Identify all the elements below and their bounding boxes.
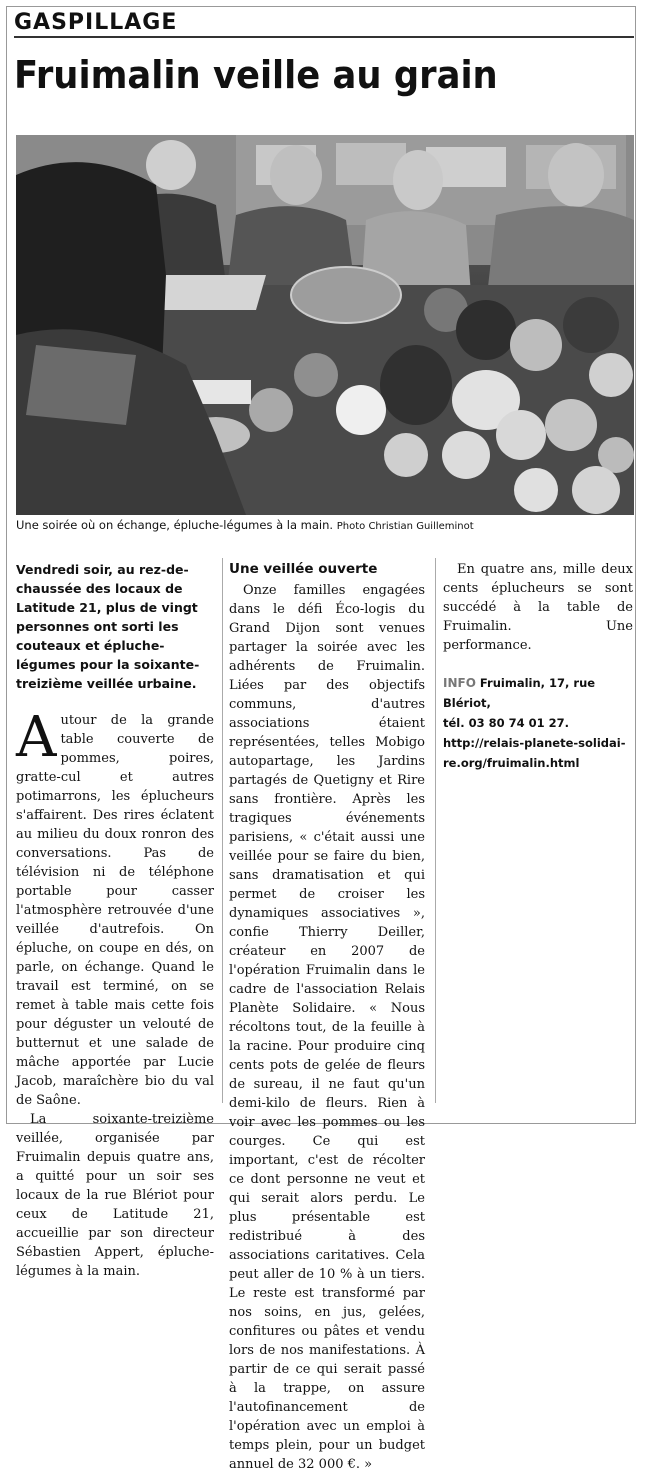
- article-lead: Vendredi soir, au rez-de-chaussée des locaux de Latitude 21, plus de vingt personnes ont sorti les couteaux et épluche-légumes pour la soixante-treizième veillée urbaine.: [16, 562, 200, 691]
- section-rubric: [14, 10, 634, 38]
- column-divider: [222, 558, 223, 1103]
- paragraph-text: utour de la grande table couverte de pommes, poires, gratte-cul et autres potimarrons, les éplucheurs s'affairent. Des rires éclatent au milieu du doux ronron des conversations. Pas de télévision ni de téléphone portable pour casser l'atmosphère retrouvée d'une veillée d'autrefois. On épluche, on coupe en dés, on parle, on échange. Quand le travail est terminé, on se remet à table mais cette fois pour déguster un velouté de butternut et une salade de mâche apportée par Lucie Jacob, maraîchère bio du val de Saône.: [16, 713, 214, 1108]
- caption-text: Une soirée où on échange, épluche-légumes à la main.: [16, 518, 334, 532]
- info-url-line-2: re.org/fruimalin.html: [443, 756, 580, 770]
- headline: Fruimalin veille au grain: [14, 53, 498, 97]
- info-address: Fruimalin, 17, rue Blériot,: [443, 676, 596, 710]
- article-column-1: [16, 560, 214, 1279]
- column-divider: [435, 558, 436, 1103]
- info-url-line-1: http://relais-planete-solidai-: [443, 736, 626, 750]
- article-paragraph: La soixante-treizième veillée, organisée par Fruimalin depuis quatre ans, a quitté pour un soir ses locaux de la rue Blériot pour ceux de Latitude 21, accueillie par son directeur Sébastien Appert, épluche-légumes à la main.: [16, 1112, 214, 1279]
- drop-cap: A: [16, 705, 57, 770]
- info-phone: tél. 03 80 74 01 27.: [443, 716, 570, 730]
- article-column-2: [229, 560, 425, 1472]
- article-paragraph: [16, 705, 214, 1110]
- article-paragraph: En quatre ans, mille deux cents éplucheurs se sont succédé à la table de Fruimalin. Une performance.: [443, 562, 633, 653]
- info-tag: INFO: [443, 676, 476, 690]
- article-photo: [16, 135, 634, 515]
- photo-caption: [16, 518, 634, 538]
- rubric-label: GASPILLAGE: [14, 10, 178, 35]
- photo-illustration: [16, 135, 634, 515]
- article-column-3: [443, 560, 633, 773]
- article-paragraph: Onze familles engagées dans le défi Éco-logis du Grand Dijon sont venues partager la soirée avec les adhérents de Fruimalin. Liées par des objectifs communs, d'autres associations étaient représentées, telles Mobigo autopartage, les Jardins partagés de Quetigny et Rire sans frontière. Après les tragiques événements parisiens, « c'était aussi une veillée pour se faire du bien, sans dramatisation et qui permet de croiser les dynamiques associatives », confie Thierry Deiller, créateur en 2007 de l'opération Fruimalin dans le cadre de l'association Relais Planète Solidaire. « Nous récoltons tout, de la feuille à la racine. Pour produire cinq cents pots de gelée de fleurs de sureau, il ne faut qu'un demi-kilo de fleurs. Rien à voir avec les pommes ou les courges. Ce qui est important, c'est de récolter ce dont personne ne veut et qui serait alors perdu. Le plus présentable est redistribué à des associations caritatives. Cela peut aller de 10 % à un tiers. Le reste est transformé par nos soins, en jus, gelées, confitures ou pâtes et vendu lors de nos manifestations. À partir de ce qui serait passé à la trappe, on assure l'autofinancement de l'opération avec un emploi à temps plein, pour un budget annuel de 32 000 €. »: [229, 583, 425, 1472]
- article-subhead: Une veillée ouverte: [229, 561, 378, 577]
- photo-credit: Photo Christian Guilleminot: [336, 521, 474, 532]
- info-box: [443, 673, 633, 773]
